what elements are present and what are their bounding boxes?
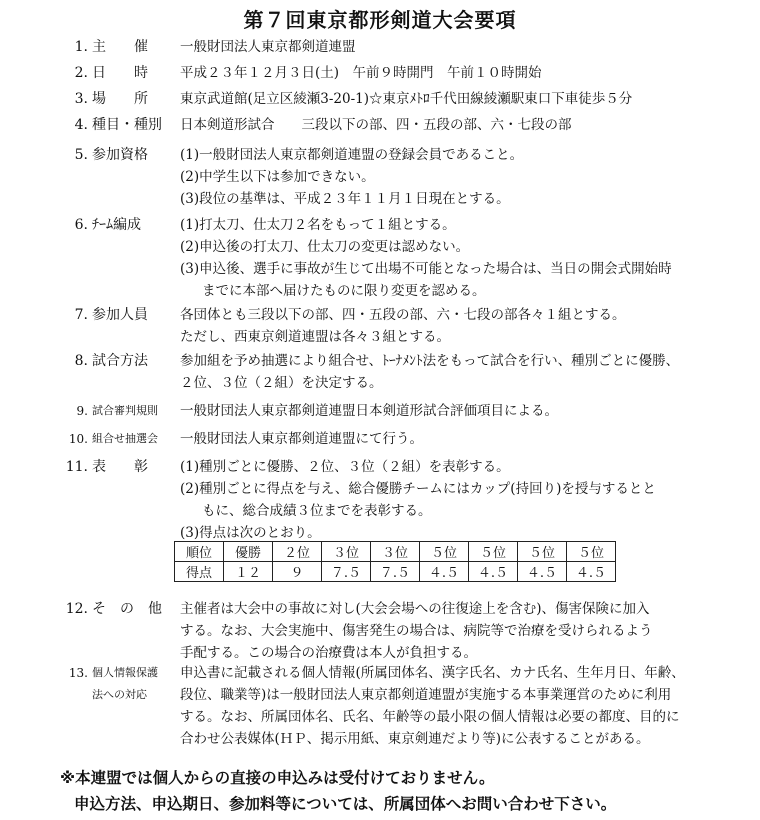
section-line: (3)段位の基準は、平成２３年１１月１日現在とする。 <box>180 191 510 207</box>
section-number: 9. <box>76 404 88 418</box>
score-table-cell: １２ <box>224 562 273 582</box>
score-table-cell: ４.５ <box>469 562 518 582</box>
score-table-cell: ３位 <box>371 542 420 562</box>
section-line: 一般財団法人東京都剣道連盟日本剣道形試合評価項目による。 <box>180 403 558 419</box>
section-line: 合わせ公表媒体(ＨＰ、掲示用紙、東京剣連だより等)に公表することがある。 <box>180 731 650 747</box>
score-table-cell: 優勝 <box>224 542 273 562</box>
section-number: 5. <box>74 147 88 163</box>
section-label-continued: 法への対応 <box>92 688 147 701</box>
footer-notice: ※本連盟では個人からの直接の申込みは受付けておりません。 <box>60 769 495 787</box>
section-number: 8. <box>74 353 88 369</box>
score-table-cell: ５位 <box>567 542 616 562</box>
score-table-header-row <box>175 542 616 562</box>
score-table-cell: 順位 <box>175 542 224 562</box>
section-line: (1)一般財団法人東京都剣道連盟の登録会員であること。 <box>180 147 524 163</box>
section-label: ﾁｰﾑ編成 <box>92 217 141 233</box>
section-line: ただし、西東京剣道連盟は各々３組とする。 <box>180 329 450 345</box>
section-line: (2)中学生以下は参加できない。 <box>180 169 375 185</box>
score-table <box>174 541 616 582</box>
section-line: 参加組を予め抽選により組合せ、ﾄｰﾅﾒﾝﾄ法をもって試合を行い、種別ごとに優勝、 <box>180 353 680 369</box>
section-body <box>180 114 735 136</box>
document-title: 第７回東京都形剣道大会要項 <box>243 8 517 32</box>
section-body <box>180 88 735 110</box>
section-line: ２位、３位（２組）を決定する。 <box>180 375 383 391</box>
section-body <box>180 400 735 422</box>
section-label: 日 時 <box>92 65 148 81</box>
score-table-cell: ５位 <box>420 542 469 562</box>
section-label: 試合審判規則 <box>92 404 158 417</box>
score-table-cell: ５位 <box>518 542 567 562</box>
score-table-cell: 得点 <box>175 562 224 582</box>
section-label: 種目・種別 <box>92 117 162 133</box>
section-line: までに本部へ届けたものに限り変更を認める。 <box>202 283 486 299</box>
section-line: もに、総合成績３位までを表彰する。 <box>202 503 432 519</box>
section-number: 7. <box>74 307 88 323</box>
section-number: 3. <box>74 91 88 107</box>
section-body <box>180 662 735 750</box>
section-number: 1. <box>74 39 88 55</box>
section-line: 東京武道館(足立区綾瀬3-20-1)☆東京ﾒﾄﾛ千代田線綾瀬駅東口下車徒歩５分 <box>180 91 633 107</box>
score-table-cell: ７.５ <box>322 562 371 582</box>
score-table-cell: ４.５ <box>567 562 616 582</box>
section-line: 一般財団法人東京都剣道連盟にて行う。 <box>180 431 423 447</box>
section-label: 主 催 <box>92 39 148 55</box>
score-table-cell: ４.５ <box>420 562 469 582</box>
section-line: 申込書に記載される個人情報(所属団体名、漢字氏名、カナ氏名、生年月日、年齢、 <box>180 665 685 681</box>
section-line: (3)申込後、選手に事故が生じて出場不可能となった場合は、当日の開会式開始時 <box>180 261 672 277</box>
score-table-value-row <box>175 562 616 582</box>
section-body <box>180 456 735 544</box>
score-table-cell: ３位 <box>322 542 371 562</box>
score-table-cell: ５位 <box>469 542 518 562</box>
footer-contact: 申込方法、申込期日、参加料等については、所属団体へお問い合わせ下さい。 <box>74 795 617 813</box>
section-line: 各団体とも三段以下の部、四・五段の部、六・七段の部各々１組とする。 <box>180 307 626 323</box>
section-line: 段位、職業等)は一般財団法人東京都剣道連盟が実施する本事業運営のために利用 <box>180 687 672 703</box>
score-table-cell: ２位 <box>273 542 322 562</box>
section-line: 日本剣道形試合 三段以下の部、四・五段の部、六・七段の部 <box>180 117 572 133</box>
section-label: 場 所 <box>92 91 148 107</box>
section-body <box>180 598 735 664</box>
section-line: (3)得点は次のとおり。 <box>180 525 321 541</box>
score-table-cell: ４.５ <box>518 562 567 582</box>
section-label: 組合せ抽選会 <box>92 432 158 445</box>
section-body <box>180 144 735 210</box>
section-label: 表 彰 <box>92 459 148 475</box>
section-number: 10. <box>68 432 88 446</box>
section-body <box>180 304 735 348</box>
section-body <box>180 36 735 58</box>
section-line: 一般財団法人東京都剣道連盟 <box>180 39 356 55</box>
section-body <box>180 62 735 84</box>
section-line: する。なお、所属団体名、氏名、年齢等の最小限の個人情報は必要の都度、目的に <box>180 709 680 725</box>
section-label: 試合方法 <box>92 353 148 369</box>
section-line: 手配する。この場合の治療費は本人が負担する。 <box>180 645 477 661</box>
section-body <box>180 350 735 394</box>
section-body <box>180 214 735 302</box>
section-label: 参加資格 <box>92 147 148 163</box>
section-number: 13. <box>68 666 88 680</box>
section-body <box>180 428 735 450</box>
section-line: (1)打太刀、仕太刀２名をもって１組とする。 <box>180 217 456 233</box>
section-number: 11. <box>65 459 88 475</box>
section-line: (2)種別ごとに得点を与え、総合優勝チームにはカップ(持回り)を授与するとと <box>180 481 656 497</box>
section-line: 主催者は大会中の事故に対し(大会会場への往復途上を含む)、傷害保険に加入 <box>180 601 650 617</box>
section-number: 6. <box>74 217 88 233</box>
score-table-cell: ９ <box>273 562 322 582</box>
section-number: 12. <box>65 601 88 617</box>
section-line: (2)申込後の打太刀、仕太刀の変更は認めない。 <box>180 239 470 255</box>
section-line: する。なお、大会実施中、傷害発生の場合は、病院等で治療を受けられるよう <box>180 623 653 639</box>
section-line: (1)種別ごとに優勝、２位、３位（２組）を表彰する。 <box>180 459 510 475</box>
section-number: 4. <box>74 117 88 133</box>
section-label: 個人情報保護 <box>92 666 158 679</box>
section-number: 2. <box>74 65 88 81</box>
section-label: 参加人員 <box>92 307 148 323</box>
section-line: 平成２３年１２月３日(土) 午前９時開門 午前１０時開始 <box>180 65 542 81</box>
score-table-cell: ７.５ <box>371 562 420 582</box>
section-label: そ の 他 <box>92 601 162 617</box>
